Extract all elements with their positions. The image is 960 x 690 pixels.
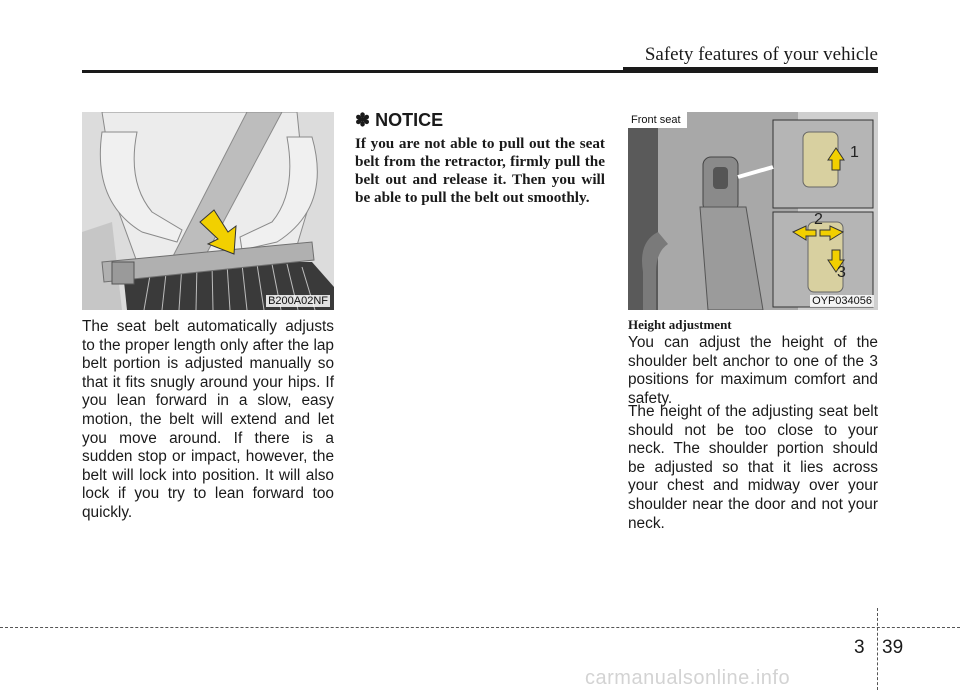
height-adjustment-subheading: Height adjustment [628, 317, 732, 332]
notice-heading [355, 110, 443, 131]
notice-heading-label: NOTICE [375, 110, 444, 130]
lap-belt-paragraph: The seat belt automatically adjusts to the proper length only after the lap belt portion is adjusted manually so that it fits snugly around your hips. If you lean forward in a slow, easy motion, the belt will extend and let you move around. If there is a sudden stop or impact, however, the belt will lock into position. It will also lock if you try to lean forward too quickly. [82, 318, 334, 521]
page-number: 39 [882, 637, 904, 658]
lap-belt-drawing [82, 112, 334, 310]
notice-symbol: ✽ [355, 110, 371, 130]
height-adjuster-illustration [628, 112, 878, 310]
footer-rule [0, 627, 960, 628]
height-paragraph-2: The height of the adjusting seat belt should not be too close to your neck. The shoulder portion should be adjusted so that it lies across your chest and midway over your shoulder near the door and not your neck. [628, 403, 878, 532]
footer-divider [877, 608, 878, 690]
height-paragraph-1: You can adjust the height of the shoulder belt anchor to one of the 3 positions for maximum comfort and safety. [628, 334, 878, 407]
seat-belt-lap-illustration [82, 112, 334, 310]
figure-tag: Front seat [628, 112, 687, 128]
callout-3: 3 [837, 264, 846, 281]
notice-text: If you are not able to pull out the seat belt from the retractor, firmly pull the belt out and release it. Then you will be able to pull the belt out smoothly. [355, 135, 605, 206]
chapter-number: 3 [854, 637, 865, 658]
section-title: Safety features of your vehicle [644, 44, 878, 65]
watermark: carmanualsonline.info [585, 667, 791, 689]
header-rule-accent [623, 67, 878, 73]
height-adjuster-drawing [628, 112, 878, 310]
callout-1: 1 [850, 144, 859, 161]
callout-2: 2 [814, 211, 823, 228]
figure-code: OYP034056 [812, 295, 872, 307]
figure-code: B200A02NF [268, 295, 328, 307]
